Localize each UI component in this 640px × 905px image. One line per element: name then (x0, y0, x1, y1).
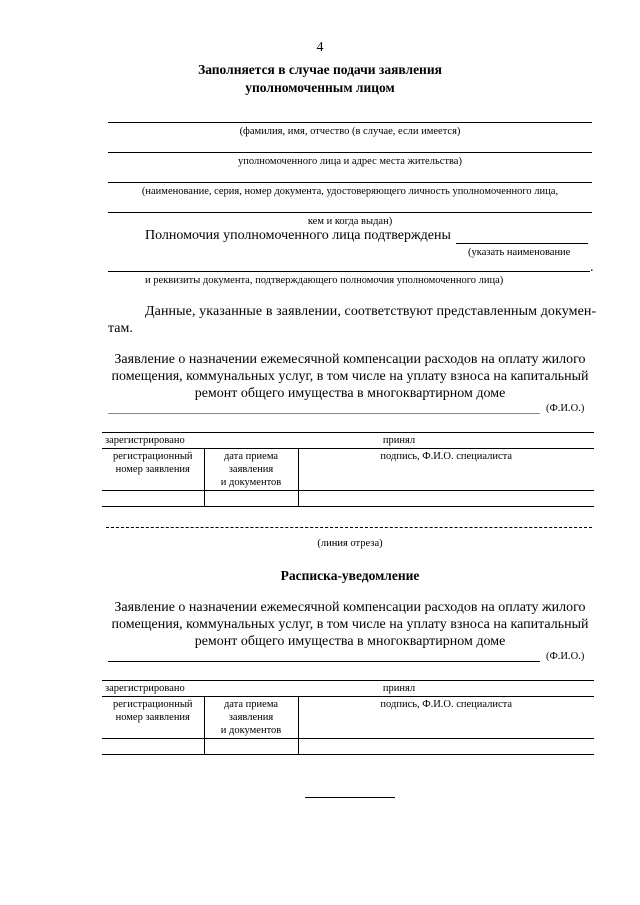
authority-text: Полномочия уполномоченного лица подтверждены (145, 228, 451, 243)
accepted-label: принял (204, 681, 594, 697)
fio1-caption: (Ф.И.О.) (546, 403, 585, 414)
registered-label: зарегистрировано (102, 433, 204, 449)
sign-cell[interactable] (298, 739, 594, 755)
page-number: 4 (316, 40, 324, 55)
regnum-cell[interactable] (102, 491, 204, 507)
sign-header: подпись, Ф.И.О. специалиста (298, 449, 594, 491)
signature-line[interactable] (305, 797, 395, 798)
date-cell[interactable] (204, 739, 298, 755)
confirm-line1: Данные, указанные в заявлении, соответствуют представленным докумен- (145, 304, 597, 319)
registration-table-2 (102, 680, 594, 755)
fill-line-address[interactable] (108, 152, 592, 153)
accepted-label: принял (204, 433, 594, 449)
regnum-header: регистрационный номер заявления (102, 697, 204, 739)
section-title-line2: уполномоченным лицом (245, 80, 395, 95)
fill-line-name[interactable] (108, 122, 592, 123)
date-header: дата приема заявления и документов (204, 697, 298, 739)
caption-authority-details: и реквизиты документа, подтверждающего полномочия уполномоченного лица) (145, 275, 504, 286)
fill-line-authority[interactable] (456, 243, 588, 244)
application2-line3: ремонт общего имущества в многоквартирном доме (194, 634, 506, 649)
caption-document: (наименование, серия, номер документа, удостоверяющего личность уполномоченного лица, (141, 186, 559, 197)
sign-cell[interactable] (298, 491, 594, 507)
caption-authority-name: (указать наименование (468, 247, 571, 258)
date-header: дата приема заявления и документов (204, 449, 298, 491)
registered-label: зарегистрировано (102, 681, 204, 697)
receipt-title: Расписка-уведомление (280, 568, 420, 583)
caption-name: (фамилия, имя, отчество (в случае, если имеется) (239, 126, 461, 137)
sign-header: подпись, Ф.И.О. специалиста (298, 697, 594, 739)
fill-line-fio1[interactable] (108, 413, 540, 414)
application2-line2: помещения, коммунальных услуг, в том числе на уплату взноса на капитальный (111, 617, 589, 632)
fill-line-fio2[interactable] (108, 661, 540, 662)
application1-line3: ремонт общего имущества в многоквартирном доме (194, 386, 506, 401)
caption-issued: кем и когда выдан) (307, 216, 393, 227)
application2-line1: Заявление о назначении ежемесячной компенсации расходов на оплату жилого (114, 600, 586, 615)
application1-line1: Заявление о назначении ежемесячной компенсации расходов на оплату жилого (114, 352, 586, 367)
date-cell[interactable] (204, 491, 298, 507)
trailing-period: . (590, 260, 594, 275)
fill-line-authority-details[interactable] (108, 271, 590, 272)
fill-line-issued[interactable] (108, 212, 592, 213)
caption-address: уполномоченного лица и адрес места жительства) (238, 156, 462, 167)
section-title-line1: Заполняется в случае подачи заявления (198, 62, 442, 77)
fio2-caption: (Ф.И.О.) (546, 651, 585, 662)
cut-line-caption: (линия отреза) (317, 538, 383, 549)
regnum-cell[interactable] (102, 739, 204, 755)
confirm-line2: там. (108, 321, 133, 336)
registration-table-1 (102, 432, 594, 507)
fill-line-document[interactable] (108, 182, 592, 183)
regnum-header: регистрационный номер заявления (102, 449, 204, 491)
cut-line (106, 527, 592, 528)
application1-line2: помещения, коммунальных услуг, в том числе на уплату взноса на капитальный (111, 369, 589, 384)
